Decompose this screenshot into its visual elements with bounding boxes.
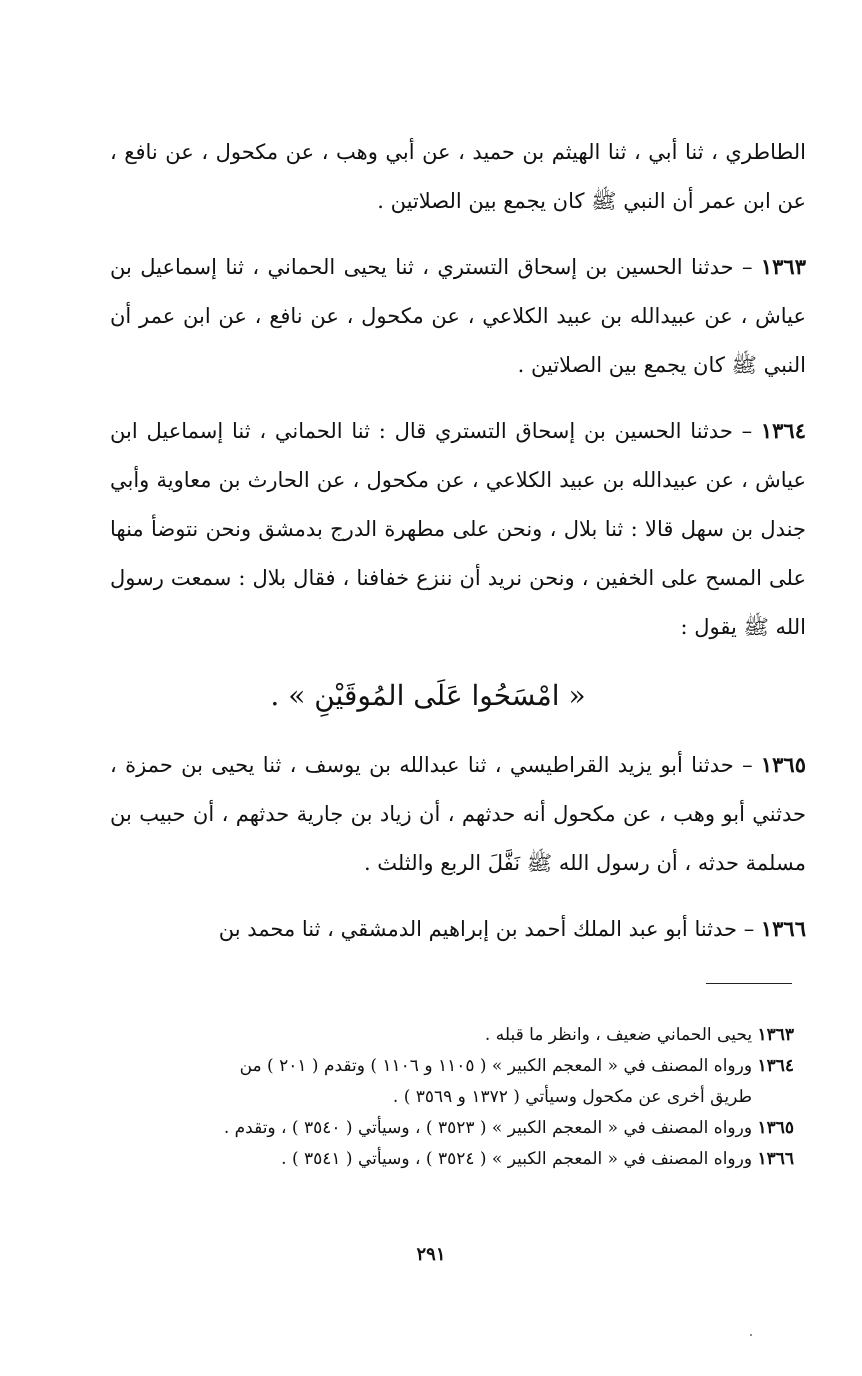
hadith-number: ١٣٦٣ xyxy=(760,254,806,279)
footnote-item xyxy=(118,1113,794,1144)
paragraph-text: – حدثنا أبو يزيد القراطيسي ، ثنا عبدالله بن يوسف ، ثنا يحيى بن حمزة ، حدثني أبو وهب ، عن مكحول أنه حدثهم ، أن زياد بن جارية حدثهم ، أن حبيب بن مسلمة حدثه ، أن رسول الله ﷺ نَفَّلَ الربع والثلث . xyxy=(110,753,806,875)
footnote-continuation xyxy=(118,1082,794,1113)
hadith-number: ١٣٦٤ xyxy=(760,418,806,443)
hadith-1366 xyxy=(110,904,806,954)
hadith-number: ١٣٦٦ xyxy=(760,916,806,941)
hadith-1364 xyxy=(110,406,806,652)
footnote-number: ١٣٦٥ xyxy=(757,1118,794,1138)
scan-speck xyxy=(750,1334,752,1336)
footnote-item xyxy=(118,1020,794,1051)
paragraph-continued xyxy=(110,128,806,226)
footnote-item xyxy=(118,1144,794,1175)
footnote-divider xyxy=(706,983,792,984)
footnote-number: ١٣٦٣ xyxy=(757,1025,794,1045)
footnote-text: يحيى الحماني ضعيف ، وانظر ما قبله . xyxy=(484,1025,758,1045)
main-text xyxy=(110,128,806,970)
paragraph-text: – حدثنا أبو عبد الملك أحمد بن إبراهيم الدمشقي ، ثنا محمد بن xyxy=(218,917,761,941)
footnote-number: ١٣٦٤ xyxy=(757,1056,794,1076)
footnotes xyxy=(118,1020,794,1175)
paragraph-text: – حدثنا الحسين بن إسحاق التستري ، ثنا يحيى الحماني ، ثنا إسماعيل بن عياش ، عن عبيدالله بن عبيد الكلاعي ، عن مكحول ، عن نافع ، عن ابن عمر أن النبي ﷺ كان يجمع بين الصلاتين . xyxy=(110,255,806,377)
hadith-number: ١٣٦٥ xyxy=(760,752,806,777)
hadith-1365 xyxy=(110,740,806,888)
page-number: ٢٩١ xyxy=(416,1244,446,1265)
paragraph-text: – حدثنا الحسين بن إسحاق التستري قال : ثنا الحماني ، ثنا إسماعيل ابن عياش ، عن عبيدالله بن عبيد الكلاعي ، عن مكحول ، عن الحارث بن معاوية وأبي جندل بن سهل قالا : ثنا بلال ، ونحن على مطهرة الدرج بدمشق ونحن نتوضأ منها على المسح على الخفين ، ونحن نريد أن ننزع خفافنا ، فقال بلال : سمعت رسول الله ﷺ يقول : xyxy=(110,419,806,639)
footnote-number: ١٣٦٦ xyxy=(757,1149,794,1169)
paragraph-text: الطاطري ، ثنا أبي ، ثنا الهيثم بن حميد ، عن أبي وهب ، عن مكحول ، عن نافع ، عن ابن عمر أن النبي ﷺ كان يجمع بين الصلاتين . xyxy=(110,140,806,213)
hadith-quote: « امْسَحُوا عَلَى المُوقَيْنِ » . xyxy=(270,679,586,712)
footnote-item xyxy=(118,1051,794,1082)
footnote-text: ورواه المصنف في « المعجم الكبير » ( ١١٠٥ و ١١٠٦ ) وتقدم ( ٢٠١ ) من xyxy=(239,1056,758,1076)
footnote-text: طريق أخرى عن مكحول وسيأتي ( ١٣٧٢ و ٣٥٦٩ ) . xyxy=(392,1087,752,1107)
hadith-1363 xyxy=(110,242,806,390)
footnote-text: ورواه المصنف في « المعجم الكبير » ( ٣٥٢٤ ) ، وسيأتي ( ٣٥٤١ ) . xyxy=(281,1149,758,1169)
footnote-text: ورواه المصنف في « المعجم الكبير » ( ٣٥٢٣ ) ، وسيأتي ( ٣٥٤٠ ) ، وتقدم . xyxy=(223,1118,758,1138)
